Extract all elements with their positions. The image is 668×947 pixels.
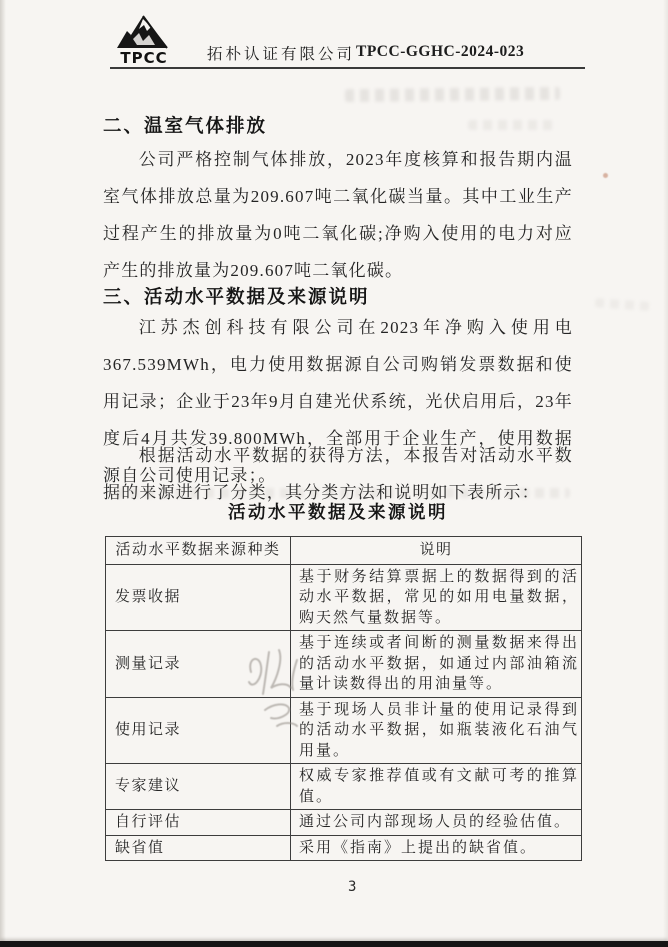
paragraph-classification-intro: 根据活动水平数据的获得方法，本报告对活动水平数据的来源进行了分类，其分类方法和说明如下表所示： [103,446,573,502]
document-number: TPCC-GGHC-2024-023 [356,43,525,60]
description-cell: 通过公司内部现场人员的经验估值。 [291,810,582,836]
source-type-cell: 专家建议 [106,764,291,810]
logo-text: TPCC [120,49,168,67]
scan-edge-shadow [663,0,668,947]
table-row [106,810,582,836]
mountain-logo-icon [113,15,175,51]
bleedthrough-smudge [345,87,560,102]
source-type-cell: 发票收据 [106,564,291,631]
description-cell: 基于现场人员非计量的使用记录得到的活动水平数据，如瓶装液化石油气用量。 [291,697,582,764]
bleedthrough-smudge [468,120,553,130]
table-row [106,564,582,631]
table-row [106,764,582,810]
table-header-source-type: 活动水平数据来源种类 [106,537,291,565]
source-type-cell: 使用记录 [106,697,291,764]
handwriting-bleedthrough [213,638,328,753]
header-divider [110,67,585,69]
description-cell: 基于连续或者间断的测量数据来得出的活动水平数据，如通过内部油箱流量计读数得出的用油量等。 [291,631,582,698]
activity-data-source-table [105,536,582,861]
scan-speck [603,173,608,178]
source-type-cell: 自行评估 [106,810,291,836]
description-cell: 采用《指南》上提出的缺省值。 [291,835,582,861]
paragraph-ghg-emissions: 公司严格控制气体排放，2023年度核算和报告期内温室气体排放总量为209.607吨二氧化碳当量。其中工业生产过程产生的排放量为0吨二氧化碳;净购入使用的电力对应产生的排放量为209.607吨二氧化碳。 [103,150,573,280]
company-logo [113,15,175,65]
bleedthrough-smudge [115,488,570,498]
section-heading-ghg-emissions: 二、温室气体排放 [103,116,268,137]
bleedthrough-smudge [595,298,650,311]
company-name: 拓朴认证有限公司 [207,46,356,63]
source-type-cell: 测量记录 [106,631,291,698]
table-header-description: 说明 [291,537,582,565]
table-row [106,835,582,861]
scan-edge-bar [0,941,668,947]
table-row [106,697,582,764]
page-number: 3 [348,879,357,895]
description-cell: 权威专家推荐值或有文献可考的推算值。 [291,764,582,810]
source-type-cell: 缺省值 [106,835,291,861]
section-heading-activity-data: 三、活动水平数据及来源说明 [103,287,370,308]
table-header-row [106,537,582,565]
scan-edge-shadow [0,0,6,947]
description-cell: 基于财务结算票据上的数据得到的活动水平数据，常见的如用电量数据，购天然气量数据等。 [291,564,582,631]
table-title: 活动水平数据及来源说明 [228,503,448,523]
table-row [106,631,582,698]
paragraph-electricity-data: 江苏杰创科技有限公司在2023年净购入使用电367.539MWh，电力使用数据源自公司购销发票数据和使用记录；企业于23年9月自建光伏系统，光伏启用后，23年度后4月共发39.800MWh，全部用于企业生产，使用数据源自公司使用记录；。 [103,318,573,485]
